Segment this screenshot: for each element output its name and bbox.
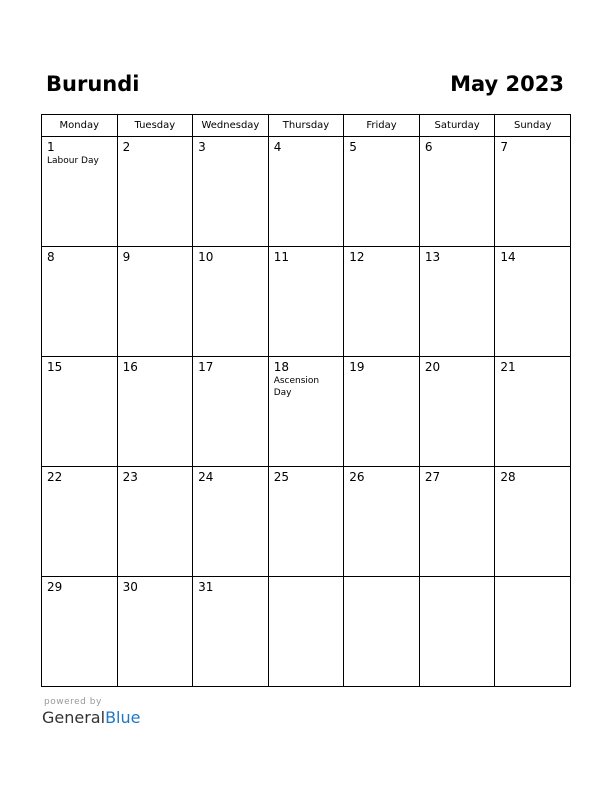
day-cell [495, 467, 571, 577]
weekday-thursday: Thursday [268, 115, 344, 137]
week-row [42, 137, 571, 247]
day-number: 21 [500, 360, 516, 374]
day-number: 17 [198, 360, 214, 374]
day-number: 22 [47, 470, 63, 484]
day-cell [268, 357, 344, 467]
country-title: Burundi [46, 72, 140, 96]
calendar-grid [41, 114, 571, 687]
week-row [42, 247, 571, 357]
day-number: 13 [424, 250, 441, 264]
day-cell [419, 247, 495, 357]
week-row [42, 577, 571, 687]
day-cell [117, 137, 193, 247]
day-number: 29 [47, 580, 63, 594]
day-cell [268, 467, 344, 577]
day-cell [495, 577, 571, 687]
month-title: May 2023 [450, 72, 564, 96]
day-cell [193, 137, 269, 247]
day-number: 20 [424, 360, 441, 374]
day-cell [419, 357, 495, 467]
day-cell [344, 247, 420, 357]
day-number: 31 [198, 580, 214, 594]
day-number: 4 [273, 140, 282, 154]
day-cell [193, 577, 269, 687]
day-number: 9 [122, 250, 131, 264]
day-cell [117, 247, 193, 357]
day-number: 6 [424, 140, 433, 154]
day-number: 1 [47, 140, 55, 154]
day-number: 3 [198, 140, 206, 154]
day-cell [42, 137, 118, 247]
day-cell [495, 247, 571, 357]
day-number: 18 [273, 360, 289, 374]
day-number: 5 [349, 140, 357, 154]
day-number: 15 [47, 360, 63, 374]
day-number: 24 [198, 470, 214, 484]
day-cell [268, 137, 344, 247]
day-cell [495, 357, 571, 467]
weekday-header-row [42, 115, 571, 137]
weekday-monday: Monday [42, 115, 118, 137]
day-cell [193, 467, 269, 577]
day-number: 19 [349, 360, 365, 374]
weekday-sunday: Sunday [495, 115, 571, 137]
day-number: 25 [273, 470, 289, 484]
day-cell [193, 357, 269, 467]
brand-blue-text: Blue [105, 708, 141, 727]
day-number: 12 [349, 250, 365, 264]
day-cell [42, 467, 118, 577]
weekday-friday: Friday [344, 115, 420, 137]
day-cell [117, 467, 193, 577]
day-cell [193, 247, 269, 357]
day-number: 8 [47, 250, 55, 264]
day-cell [419, 467, 495, 577]
day-cell [42, 357, 118, 467]
day-number: 7 [500, 140, 509, 154]
week-row [42, 467, 571, 577]
day-number: 26 [349, 470, 365, 484]
day-cell [495, 137, 571, 247]
day-cell [344, 577, 420, 687]
day-number: 10 [198, 250, 214, 264]
day-cell [344, 357, 420, 467]
weekday-tuesday: Tuesday [117, 115, 193, 137]
day-cell [268, 577, 344, 687]
day-cell [42, 247, 118, 357]
day-number: 30 [122, 580, 138, 594]
day-number: 2 [122, 140, 131, 154]
day-number: 11 [273, 250, 289, 264]
holiday-label: Ascension Day [273, 376, 320, 398]
day-number: 27 [424, 470, 441, 484]
day-cell [117, 357, 193, 467]
day-cell [42, 577, 118, 687]
day-cell [268, 247, 344, 357]
day-cell [419, 577, 495, 687]
powered-by-text: powered by [44, 697, 102, 707]
day-cell [344, 467, 420, 577]
day-cell [344, 137, 420, 247]
day-cell [117, 577, 193, 687]
generalblue-logo[interactable] [42, 708, 140, 728]
holiday-label: Labour Day [47, 156, 99, 166]
week-row [42, 357, 571, 467]
day-number: 23 [122, 470, 138, 484]
weekday-wednesday: Wednesday [193, 115, 269, 137]
day-number: 16 [122, 360, 138, 374]
weekday-saturday: Saturday [419, 115, 495, 137]
brand-general-text: General [42, 708, 106, 727]
day-number: 28 [500, 470, 516, 484]
day-number: 14 [500, 250, 516, 264]
day-cell [419, 137, 495, 247]
